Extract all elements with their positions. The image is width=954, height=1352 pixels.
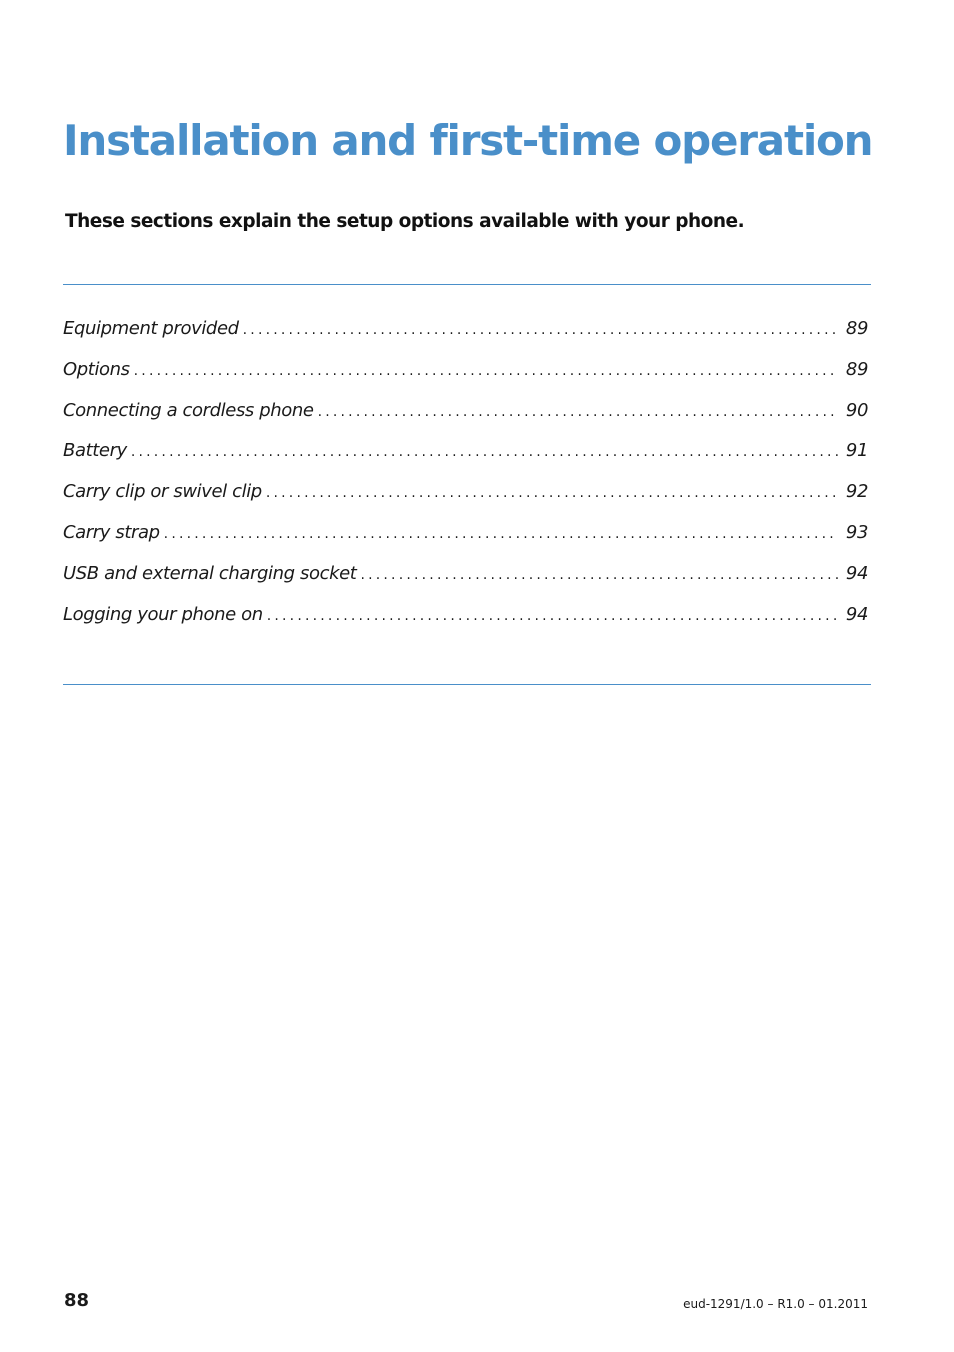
toc-entry-connecting-cordless-phone[interactable] bbox=[63, 400, 868, 441]
toc-entry-label: Carry strap bbox=[63, 521, 160, 543]
toc-entry-label: Options bbox=[63, 358, 130, 380]
intro-text: These sections explain the setup options available with your phone. bbox=[65, 211, 745, 232]
divider-bottom bbox=[63, 684, 871, 685]
toc-entry-page: 94 bbox=[845, 562, 868, 584]
toc-dot-leader bbox=[267, 608, 838, 624]
toc-entry-label: Connecting a cordless phone bbox=[63, 399, 314, 421]
toc-entry-label: Equipment provided bbox=[63, 318, 239, 339]
toc-entry-logging-phone-on[interactable] bbox=[63, 604, 868, 645]
document-reference: eud-1291/1.0 – R1.0 – 01.2011 bbox=[683, 1297, 868, 1311]
toc-entry-label: Carry clip or swivel clip bbox=[63, 481, 262, 503]
toc-entry-page: 91 bbox=[845, 440, 868, 462]
page-number: 88 bbox=[64, 1290, 90, 1311]
toc-entry-page: 89 bbox=[845, 358, 868, 380]
toc-dot-leader bbox=[318, 404, 838, 420]
toc-dot-leader bbox=[360, 567, 838, 583]
table-of-contents bbox=[63, 318, 868, 644]
toc-entry-usb-charging-socket[interactable] bbox=[63, 563, 868, 604]
toc-entry-carry-clip[interactable] bbox=[63, 481, 868, 522]
toc-entry-page: 92 bbox=[845, 481, 868, 503]
toc-dot-leader bbox=[131, 444, 838, 460]
divider-top bbox=[63, 284, 871, 285]
toc-entry-page: 94 bbox=[845, 603, 868, 625]
toc-entry-page: 93 bbox=[845, 521, 868, 543]
toc-entry-label: USB and external charging socket bbox=[63, 562, 357, 584]
toc-dot-leader bbox=[266, 485, 838, 501]
toc-entry-equipment-provided[interactable] bbox=[63, 318, 868, 359]
toc-entry-carry-strap[interactable] bbox=[63, 522, 868, 563]
toc-entry-label: Battery bbox=[63, 440, 127, 462]
toc-dot-leader bbox=[243, 322, 838, 338]
page-title: Installation and first-time operation bbox=[63, 116, 873, 165]
toc-dot-leader bbox=[164, 526, 838, 542]
toc-dot-leader bbox=[134, 363, 838, 379]
toc-entry-label: Logging your phone on bbox=[63, 603, 263, 625]
toc-entry-page: 89 bbox=[845, 318, 868, 339]
toc-entry-page: 90 bbox=[845, 399, 868, 421]
toc-entry-options[interactable] bbox=[63, 359, 868, 400]
toc-entry-battery[interactable] bbox=[63, 440, 868, 481]
